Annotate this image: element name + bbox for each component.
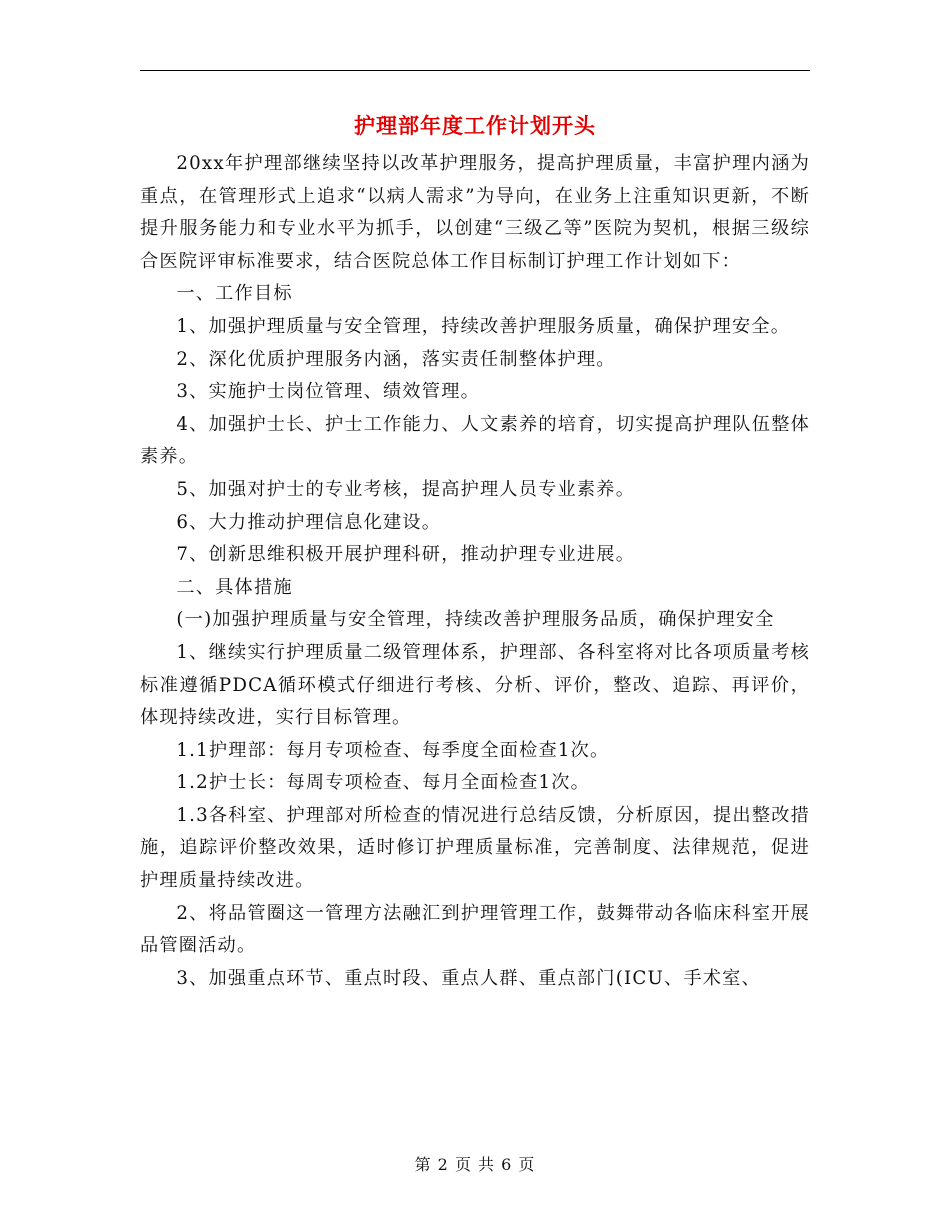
section-heading-goals: 一、工作目标: [176, 283, 293, 305]
paragraph-goal-3: 3、实施护士岗位管理、绩效管理。: [176, 381, 480, 403]
document-title: 护理部年度工作计划开头: [354, 113, 596, 138]
paragraph-goal-4: 4、加强护士长、护士工作能力、人文素养的培育，切实提高护理队伍整体素养。: [140, 413, 810, 468]
paragraph-intro: 20xx年护理部继续坚持以改革护理服务，提高护理质量，丰富护理内涵为重点，在管理形式上追求“以病人需求”为导向，在业务上注重知识更新，不断提升服务能力和专业水平为抓手，以创建“三级乙等”医院为契机，根据三级综合医院评审标准要求，结合医院总体工作目标制订护理工作计划如下：: [140, 153, 810, 272]
document-body: [140, 148, 810, 995]
paragraph-goal-2: 2、深化优质护理服务内涵，落实责任制整体护理。: [176, 348, 616, 370]
paragraph-measure-2: 2、将品管圈这一管理方法融汇到护理管理工作，鼓舞带动各临床科室开展品管圈活动。: [140, 902, 810, 957]
page-number: 第 2 页 共 6 页: [414, 1155, 536, 1174]
subsection-heading-quality: (一)加强护理质量与安全管理，持续改善护理服务品质，确保护理安全: [176, 609, 775, 631]
paragraph-measure-1: 1、继续实行护理质量二级管理体系，护理部、各科室将对比各项质量考核标准遵循PDCA循环模式仔细进行考核、分析、评价，整改、追踪、再评价，体现持续改进，实行目标管理。: [140, 641, 810, 729]
paragraph-measure-1-1: 1.1护理部：每月专项检查、每季度全面检查1次。: [176, 739, 610, 761]
paragraph-measure-1-2: 1.2护士长：每周专项检查、每月全面检查1次。: [176, 772, 591, 794]
paragraph-goal-1: 1、加强护理质量与安全管理，持续改善护理服务质量，确保护理安全。: [176, 315, 791, 337]
paragraph-goal-6: 6、大力推动护理信息化建设。: [176, 511, 442, 533]
section-heading-measures: 二、具体措施: [176, 576, 293, 598]
header-rule: [140, 70, 810, 71]
paragraph-goal-5: 5、加强对护士的专业考核，提高护理人员专业素养。: [176, 478, 636, 500]
paragraph-measure-1-3: 1.3各科室、护理部对所检查的情况进行总结反馈，分析原因，提出整改措施，追踪评价整改效果，适时修订护理质量标准，完善制度、法律规范，促进护理质量持续改进。: [140, 804, 810, 892]
paragraph-measure-3: 3、加强重点环节、重点时段、重点人群、重点部门(ICU、手术室、: [176, 967, 761, 989]
paragraph-goal-7: 7、创新思维积极开展护理科研，推动护理专业进展。: [176, 544, 636, 566]
